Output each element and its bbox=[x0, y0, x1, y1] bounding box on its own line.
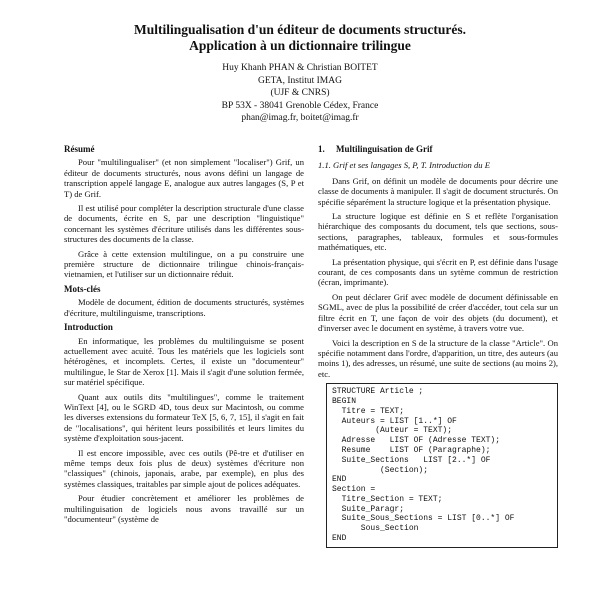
resume-paragraph: Grâce à cette extension multilingue, on a pu construire une première structure de dictionnaire trilingue chinois-français-vietnamien, et l'utiliser sur un dictionnaire réduit. bbox=[64, 248, 304, 280]
title-line-1: Multilingualisation d'un éditeur de documents structurés. bbox=[133, 22, 467, 37]
title-line-2: Application à un dictionnaire trilingue bbox=[189, 38, 411, 53]
left-column bbox=[64, 142, 304, 600]
author-block bbox=[0, 62, 600, 125]
keywords-heading: Mots-clés bbox=[64, 283, 101, 294]
body-paragraph: On peut déclarer Grif avec modèle de document définissable en SGML, avec de plus la possibilité de créer d'accéder, tout cela sur un filtre écrit en T, une façon de voir des objets (du document), et d'inverser avec le document en système, à travers votre vue. bbox=[318, 291, 558, 334]
section-1-number: 1. bbox=[318, 144, 325, 154]
introduction-paragraph: En informatique, les problèmes du multilinguisme se posent actuellement avec acuité. Tous les matériels que les logiciels sont hétérogènes, et incomplets. Certes, il existe un "documenteur" multilingue, le Star de Xerox [1]. Mais il s'agit d'une solution fermée, sur matériel spécifique. bbox=[64, 335, 304, 388]
subsection-1-1-heading: 1.1. Grif et ses langages S, P, T. Introduction du E bbox=[318, 160, 490, 171]
affiliation-org: (UJF & CNRS) bbox=[270, 88, 330, 98]
section-1-heading bbox=[318, 144, 558, 154]
introduction-heading: Introduction bbox=[64, 322, 113, 333]
section-1-title: Multilinguisation de Grif bbox=[336, 144, 433, 154]
resume-paragraph: Il est utilisé pour compléter la description structurale d'une classe de documents, écrite en S, par une description "linguistique" concernant les systèmes d'écriture utilisés dans les différentes sous-structures des documents de la classe. bbox=[64, 203, 304, 245]
affiliation-address: BP 53X - 38041 Grenoble Cédex, France bbox=[221, 100, 379, 111]
body-paragraph: La structure logique est définie en S et reflète l'organisation hiérarchique des composants du document, tels que sections, sous-sections, paragraphes, tableaux, formules et sous-formules mathématiques, etc. bbox=[318, 211, 558, 253]
author-names: Huy Khanh PHAN & Christian BOITET bbox=[222, 63, 378, 73]
resume-paragraph: Pour "multilingualiser" (et non simplement "localiser") Grif, un éditeur de documents structurés, nous avons défini un langage de transcription appelé langage E, analogue aux autres langages (S, P et T) de Grif. bbox=[64, 157, 304, 199]
paper-title bbox=[0, 22, 600, 54]
s-structure-code-listing: STRUCTURE Article ; BEGIN Titre = TEXT; Auteurs = LIST [1..*] OF (Auteur = TEXT); Adresse LIST OF (Adresse TEXT); Resume LIST OF (Paragraphe); Suite_Sections LIST [2..*] OF (Section); END Section = Titre_Section = TEXT; Suite_Paragr; Suite_Sous_Sections = LIST [0..*] OF Sous_Section END bbox=[326, 383, 558, 548]
introduction-paragraph: Il est encore impossible, avec ces outils (Pê-tre et d'utiliser en même temps deux fois plus de deux) systèmes d'écriture non "classiques" (chinois, japonais, arabe, par exemple), en plus des systèmes classiques, traitables par simple ajout de polices adéquates. bbox=[64, 447, 304, 489]
body-paragraph: Voici la description en S de la structure de la classe "Article". On spécifie notamment dans l'ordre, d'apparition, un titre, des auteurs (au moins 1), des adresses, un résumé, une suite de sections (au moins 2), etc. bbox=[318, 337, 558, 379]
affiliation-lab: GETA, Institut IMAG bbox=[258, 75, 342, 86]
body-paragraph: La présentation physique, qui s'écrit en P, est définie dans l'usage courant, de ces composants dans un sytème commun de restriction (écran, imprimante). bbox=[318, 256, 558, 288]
right-column bbox=[318, 142, 558, 600]
keywords-text: Modèle de document, édition de documents structurés, systèmes d'écriture, multilinguisme, transcriptions. bbox=[64, 297, 304, 318]
resume-heading: Résumé bbox=[64, 144, 95, 154]
author-email: phan@imag.fr, boitet@imag.fr bbox=[241, 113, 359, 123]
introduction-paragraph: Quant aux outils dits "multilingues", comme le traitement WinText [4], ou le SGRD 4D, tous deux sur Macintosh, ou comme les diverses extensions du formateur TeX [5, 6, 7, 15], il s'agit en fait de "localisations", qui héritent leurs possibilités et leurs limites du système d'exploitation sous-jacent. bbox=[64, 391, 304, 444]
body-paragraph: Dans Grif, on définit un modèle de documents pour décrire une classe de documents à manipuler. Il s'agit de document structurés. On spécifie séparément la structure logique et la présentation physique. bbox=[318, 175, 558, 207]
introduction-paragraph: Pour étudier concrètement et améliorer les problèmes de multilinguisation de logiciels nous avons travaillé sur un "documenteur" (système de bbox=[64, 493, 304, 524]
